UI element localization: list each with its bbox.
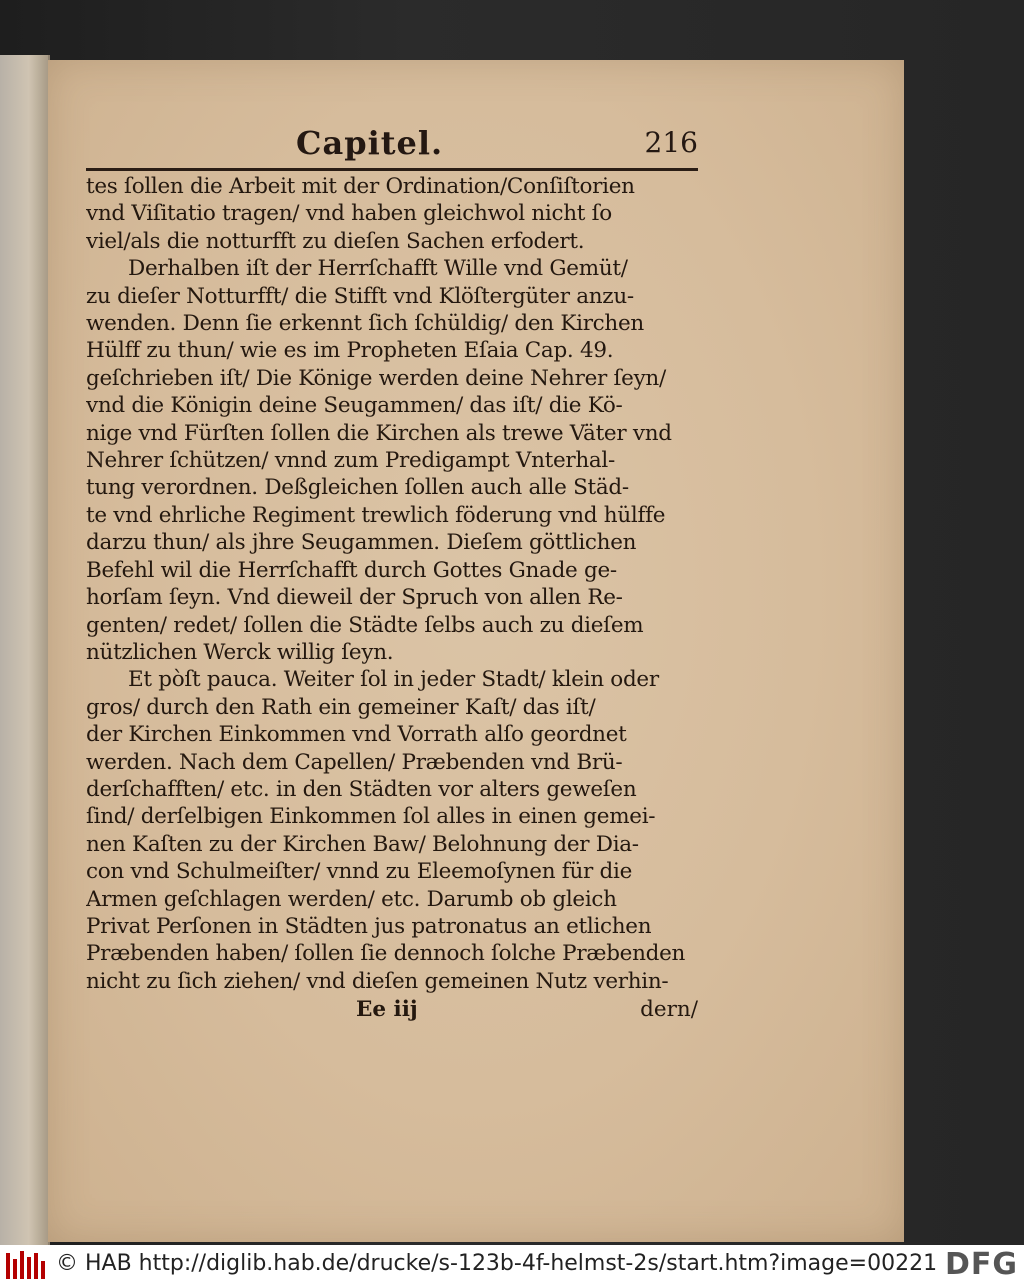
text-line: nige vnd Fürſten ſollen die Kirchen als trewe Väter vnd <box>86 420 672 446</box>
text-line: viel/als die notturfft zu dieſen Sachen erfodert. <box>86 228 585 254</box>
text-line: con vnd Schulmeiſter/ vnnd zu Eleemoſynen für die <box>86 859 632 885</box>
text-line: genten/ redet/ ſollen die Städte ſelbs auch zu dieſem <box>86 612 644 638</box>
text-line: derſchafften/ etc. in den Städten vor alters geweſen <box>86 776 637 802</box>
text-line: Derhalben iſt der Herrſchafft Wille vnd Gemüt/ <box>128 256 628 282</box>
text-line: vnd die Königin deine Seugammen/ das iſt/ die Kö- <box>86 393 623 419</box>
page-content <box>86 124 698 1027</box>
signature-mark: Ee iij <box>356 997 418 1023</box>
text-line: Privat Perſonen in Städten jus patronatus an etlichen <box>86 913 652 939</box>
running-title: Capitel. <box>296 124 444 162</box>
text-line: horſam ſeyn. Vnd dieweil der Spruch von allen Re- <box>86 585 623 611</box>
text-line: gros/ durch den Rath ein gemeiner Kaſt/ das iſt/ <box>86 694 596 720</box>
text-line: Et pòſt pauca. Weiter ſol in jeder Stadt/ klein oder <box>128 667 659 693</box>
previous-page-edge <box>0 55 50 1245</box>
text-line: zu dieſer Notturfft/ die Stifft vnd Klöſtergüter anzu- <box>86 283 634 309</box>
text-line: geſchrieben iſt/ Die Könige werden deine Nehrer ſeyn/ <box>86 365 666 391</box>
page-number: 216 <box>644 126 698 159</box>
text-line: te vnd ehrliche Regiment trewlich föderung vnd hülffe <box>86 502 666 528</box>
footer-bar <box>0 1245 1024 1285</box>
text-line: nützlichen Werck willig ſeyn. <box>86 639 394 665</box>
dfg-logo: DFG <box>944 1247 1018 1282</box>
text-line: Armen geſchlagen werden/ etc. Darumb ob gleich <box>86 886 617 912</box>
text-line: wenden. Denn ſie erkennt ſich ſchüldig/ den Kirchen <box>86 311 644 337</box>
text-line: tes ſollen die Arbeit mit der Ordination/Conſiſtorien <box>86 174 635 199</box>
header-rule <box>86 168 698 171</box>
book-page <box>48 60 904 1242</box>
text-line: nen Kaſten zu der Kirchen Baw/ Belohnung der Dia- <box>86 831 639 857</box>
text-line: werden. Nach dem Capellen/ Præbenden vnd Brü- <box>86 749 623 775</box>
text-line: vnd Viſitatio tragen/ vnd haben gleichwol nicht ſo <box>86 201 612 227</box>
text-line: Nehrer ſchützen/ vnnd zum Predigampt Vnterhal- <box>86 448 615 474</box>
hab-logo-icon <box>6 1251 46 1279</box>
footer-url[interactable]: © HAB http://diglib.hab.de/drucke/s-123b-4f-helmst-2s/start.htm?image=00221 <box>56 1251 938 1276</box>
text-line: darzu thun/ als jhre Seugammen. Dieſem göttlichen <box>86 530 637 556</box>
text-line: Præbenden haben/ ſollen ſie dennoch ſolche Præbenden <box>86 941 686 967</box>
body-text <box>86 173 698 995</box>
text-line: Befehl wil die Herrſchafft durch Gottes Gnade ge- <box>86 557 617 583</box>
running-head <box>86 124 698 168</box>
text-line: ſind/ derſelbigen Einkommen ſol alles in einen gemei- <box>86 804 656 830</box>
catchword: dern/ <box>640 997 698 1023</box>
text-line: der Kirchen Einkommen vnd Vorrath alſo geordnet <box>86 722 627 748</box>
text-line: nicht zu ſich ziehen/ vnd dieſen gemeinen Nutz verhin- <box>86 968 669 994</box>
catch-line <box>86 997 698 1027</box>
text-line: Hülff zu thun/ wie es im Propheten Eſaia Cap. 49. <box>86 338 614 364</box>
text-line: tung verordnen. Deßgleichen ſollen auch alle Städ- <box>86 475 629 501</box>
